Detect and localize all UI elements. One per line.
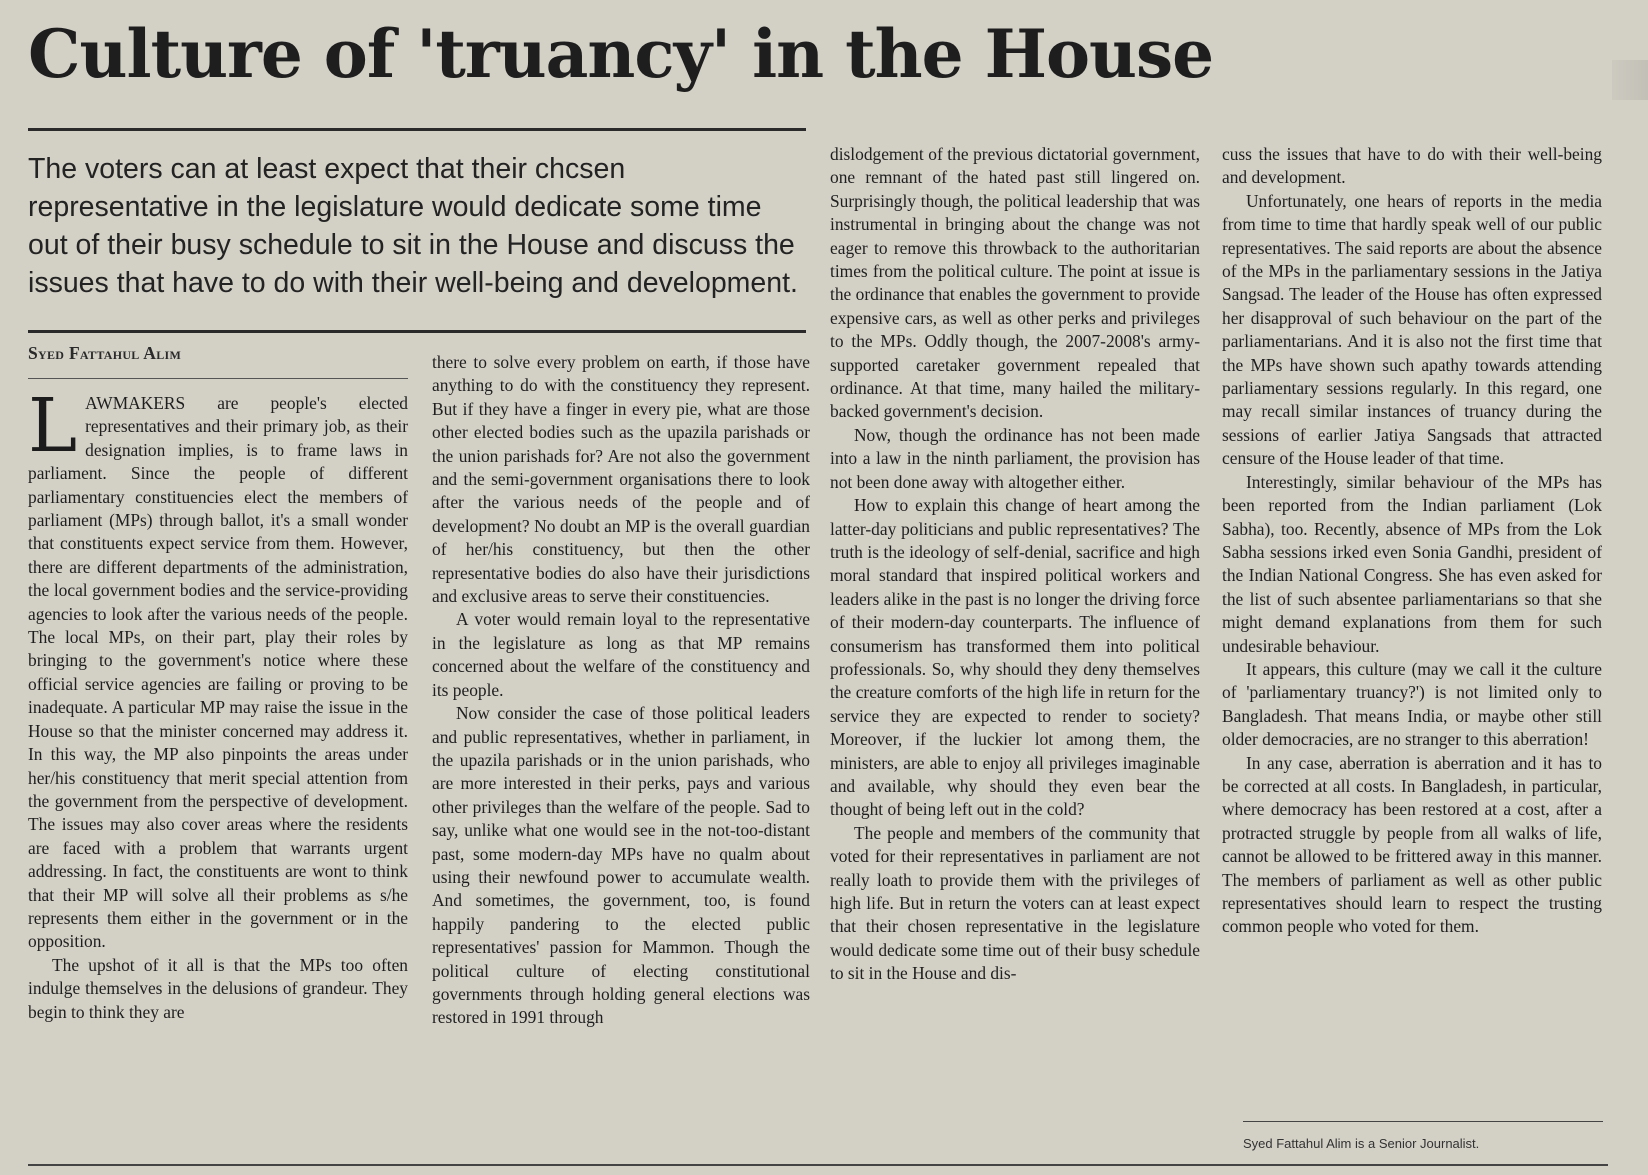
byline-rule (28, 378, 408, 379)
standfirst: The voters can at least expect that their chcsen representative in the legislature would dedicate some time out of their busy schedule to sit in the House and discuss the issues that have to do with their well-being and development. (28, 153, 798, 299)
col4-paragraph: It appears, this culture (may we call it the culture of 'parliamentary truancy?') is not limited only to Bangladesh. That means India, or maybe other still older democracies, are no stranger to this aberration! (1222, 658, 1602, 750)
column-2 (432, 351, 810, 1144)
column-4 (1222, 143, 1602, 1113)
page-bottom-rule (28, 1164, 1608, 1166)
column-1 (28, 392, 408, 1144)
col2-paragraph: A voter would remain loyal to the representative in the legislature as long as that MP remains concerned about the welfare of the constituency and its people. (432, 609, 810, 700)
drop-cap: L (28, 392, 78, 469)
author-note-rule (1243, 1121, 1603, 1122)
author-note: Syed Fattahul Alim is a Senior Journalist. (1243, 1136, 1480, 1151)
col3-paragraph: dislodgement of the previous dictatorial government, one remnant of the hated past still lingered on. Surprisingly though, the political leadership that was instrumental in bringing about the change was not eager to remove this throwback to the authoritarian times from the political culture. The point at issue is the ordinance that enables the government to provide expensive cars, as well as other perks and privileges to the MPs. Oddly though, the 2007-2008's army-supported caretaker government repealed that ordinance. At that time, many hailed the military-backed government's decision. (830, 144, 1200, 422)
standfirst-top-rule (28, 128, 806, 131)
col2-paragraph: there to solve every problem on earth, if those have anything to do with the constituency they represent. But if they have a finger in every pie, what are those other elected bodies such as the upazila parishads or the union parishads for? Are not also the government and the semi-government organisations there to look after the various needs of the people and of development? No doubt an MP is the overall guardian of her/his constituency, but then the other representative bodies do also have their jurisdictions and exclusive areas to serve their constituencies. (432, 352, 810, 607)
col4-paragraph: In any case, aberration is aberration and it has to be corrected at all costs. In Bangladesh, in particular, where democracy has been restored at a cost, after a protracted struggle by people from all walks of life, cannot be allowed to be frittered away in this manner. The members of parliament as well as other public representatives should learn to respect the trusting common people who voted for them. (1222, 752, 1602, 937)
col1-paragraph-text: AWMAKERS are people's elected representatives and their primary job, as their designation implies, is to frame laws in parliament. Since the people of different parliamentary constituencies elect the members of parliament (MPs) through ballot, it's a small wonder that constituents expect service from them. However, there are different departments of the administration, the local government bodies and the service-providing agencies to look after the various needs of the people. The local MPs, on their part, play their roles by bringing to the government's notice where these official service agencies are failing or proving to be inadequate. A particular MP may raise the issue in the House so that the minister concerned may address it. In this way, the MP also pinpoints the areas under her/his constituency that merit special attention from the government from the perspective of development. The issues may also cover areas where the residents are faced with a problem that warrants urgent addressing. In fact, the constituents are wont to think that their MP will solve all their problems as s/he represents them either in the government or in the opposition. (28, 393, 408, 952)
col4-paragraph: Interestingly, similar behaviour of the MPs has been reported from the Indian parliament (Lok Sabha), too. Recently, absence of MPs from the Lok Sabha sessions irked even Sonia Gandhi, president of the Indian National Congress. She has even asked for the list of such absentee parliamentarians so that she might demand explanations from them for such undesirable behaviour. (1222, 471, 1602, 656)
col2-paragraph: Now consider the case of those political leaders and public representatives, whether in parliament, in the upazila parishads or in the union parishads, who are more interested in their perks, pays and various other privileges than the welfare of the people. Sad to say, unlike what one would see in the not-too-distant past, some modern-day MPs have no qualm about using their newfound power to accumulate wealth. And sometimes, the government, too, is found happily pandering to the elected public representatives' passion for Mammon. Though the political culture of electing constitutional governments through holding general elections was restored in 1991 through (432, 703, 810, 1028)
col3-paragraph: The people and members of the community that voted for their representatives in parliament are not really loath to provide them with the privileges of high life. But in return the voters can at least expect that their chosen representative in the legislature would dedicate some time out of their busy schedule to sit in the House and dis- (830, 822, 1200, 984)
adjacent-page-bleed (1612, 60, 1648, 100)
headline: Culture of 'truancy' in the House (28, 15, 1214, 93)
column-3 (830, 143, 1200, 1144)
standfirst-bottom-rule (28, 330, 806, 333)
col1-paragraph: The upshot of it all is that the MPs too often indulge themselves in the delusions of grandeur. They begin to think they are (28, 954, 408, 1022)
col4-paragraph: cuss the issues that have to do with their well-being and development. (1222, 144, 1602, 188)
col1-paragraph (28, 392, 408, 954)
byline: Syed Fattahul Alim (28, 343, 182, 363)
col4-paragraph: Unfortunately, one hears of reports in the media from time to time that hardly speak well of our public representatives. The said reports are about the absence of the MPs in the parliamentary sessions in the Jatiya Sangsad. The leader of the House has often expressed her disapproval of such behaviour on the part of the parliamentarians. And it is also not the first time that the MPs have shown such apathy towards attending parliamentary sessions regularly. In this regard, one may recall similar instances of truancy during the sessions of earlier Jatiya Sangsads that attracted censure of the House leader of that time. (1222, 190, 1602, 469)
col3-paragraph: How to explain this change of heart among the latter-day politicians and public representatives? The truth is the ideology of self-denial, sacrifice and high moral standard that inspired political workers and leaders alike in the past is no longer the driving force of their modern-day counterparts. The influence of consumerism has transformed them into political professionals. So, why should they deny themselves the creature comforts of the high life in return for the service they are expected to render to society? Moreover, if the luckier lot among them, the ministers, are able to enjoy all privileges imaginable and available, why should they even bear the thought of being left out in the cold? (830, 495, 1200, 820)
col3-paragraph: Now, though the ordinance has not been made into a law in the ninth parliament, the provision has not been done away with altogether either. (830, 424, 1200, 492)
